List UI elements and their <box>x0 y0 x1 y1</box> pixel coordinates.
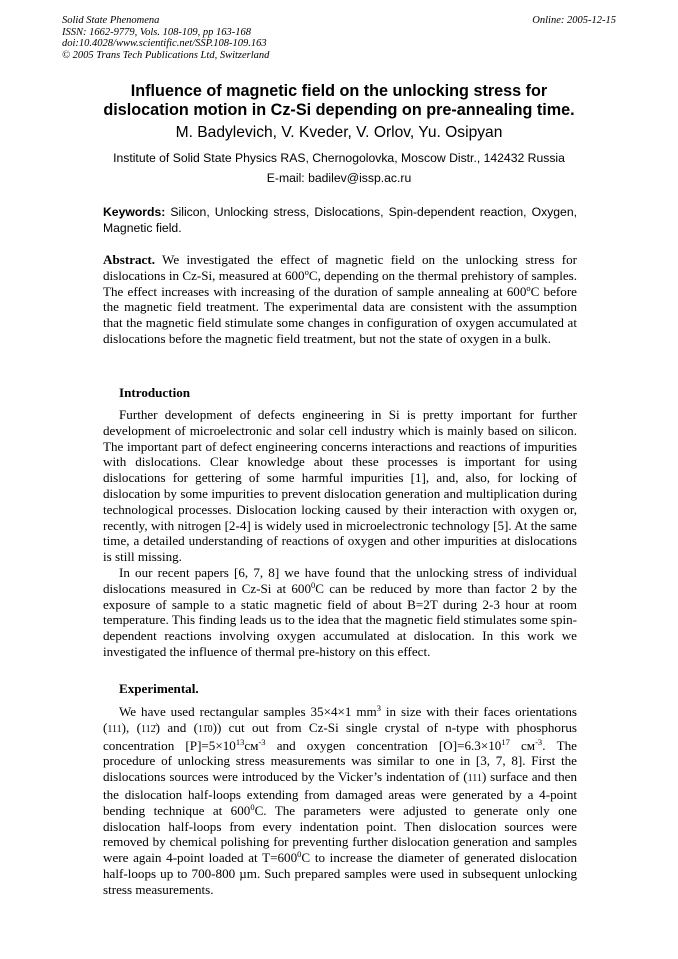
exp-text-g: and oxygen concentration [O]=6.3×10 <box>265 737 502 753</box>
keywords <box>103 205 577 237</box>
exp-text-c: ), ( <box>121 719 141 735</box>
title-line-1: Influence of magnetic field on the unlocking stress for <box>130 82 548 100</box>
miller-index: 111 <box>467 773 482 785</box>
experimental-body <box>103 704 577 898</box>
affiliation: Institute of Solid State Physics RAS, Chernogolovka, Moscow Distr., 142432 Russia <box>113 151 565 165</box>
experimental-heading: Experimental. <box>119 681 199 696</box>
abstract <box>103 252 577 347</box>
abstract-text-2: C, depending on the thermal prehistory of samples. The effect increases with increasing of the duration of sample annealing at 600 <box>103 267 578 299</box>
paper-title <box>60 82 618 120</box>
copyright-line: © 2005 Trans Tech Publications Ltd, Switzerland <box>62 49 270 61</box>
degree-sup: 0 <box>250 801 255 812</box>
authors: M. Badylevich, V. Kveder, V. Orlov, Yu. Osipyan <box>175 124 503 141</box>
experimental-paragraph <box>103 704 577 898</box>
exp-text-l: C to increase the diameter of generated dislocation half-loops up to 700-800 µm. Such prepared samples were used in subsequent unlocking stress measurements. <box>103 850 578 897</box>
exp-sup: 13 <box>235 736 245 747</box>
exp-sup: 3 <box>376 703 381 713</box>
intro-p2-text-b: C can be reduced by more than factor 2 by the exposure of sample to a static magnetic field of about B=2T during 2-3 hour at room temperature. This finding leads us to the idea that the magnetic field stimulates some spin-dependent reactions involving oxygen accumulated at dislocation. In this work we investigated the influence of thermal pre-history on this effect. <box>103 580 577 659</box>
degree-sup: o <box>526 282 531 293</box>
degree-sup: o <box>304 266 309 277</box>
journal-name: Solid State Phenomena <box>62 15 160 26</box>
degree-sup: 0 <box>297 849 302 860</box>
exp-text-f: см <box>244 737 259 753</box>
miller-index: 111 <box>107 723 122 735</box>
miller-index: 11̄0 <box>197 723 213 735</box>
abstract-label: Abstract. <box>103 252 155 267</box>
introduction-heading: Introduction <box>119 385 191 400</box>
exp-text-i: . The procedure of unlocking stress measurements was similar to one in [3, 7, 8]. First the dislocations sources were introduced by the Vicker’s indentation of ( <box>103 737 577 785</box>
degree-sup: 0 <box>311 579 316 590</box>
doi-line: doi:10.4028/www.scientific.net/SSP.108-109.163 <box>62 38 267 50</box>
exp-text-e: )) cut out from Cz-Si single crystal of n-type with phosphorus concentration [P]=5×10 <box>103 719 577 753</box>
online-date: Online: 2005-12-15 <box>532 15 616 26</box>
exp-text-b: in size with their faces orientations ( <box>103 704 577 735</box>
keywords-text: Silicon, Unlocking stress, Dislocations, Spin-dependent reaction, Oxygen, Magnetic field. <box>103 205 577 235</box>
issn-line: ISSN: 1662-9779, Vols. 108-109, pp 163-168 <box>62 26 251 38</box>
exp-text-k: C. The parameters were adjusted to generate only one dislocation half-loops from every indentation point. Then dislocation sources were removed by chemical polishing for preventing further dislocation generation and samples were again 4-point loaded at T=600 <box>103 802 577 866</box>
exp-text-h: см <box>509 737 536 753</box>
exp-sup: -3 <box>258 736 266 747</box>
journal-header <box>62 15 269 61</box>
abstract-text-3: C before the magnetic field treatment. The experimental data are consistent with the assumption that the magnetic field stimulate some changes in configuration of oxygen accumulated at dislocations before the magnetic field treatment, but not the state of oxygen in a bulk. <box>103 283 577 346</box>
exp-text-a: We have used rectangular samples 35×4×1 mm <box>119 704 377 719</box>
email: E-mail: badilev@issp.ac.ru <box>266 171 412 185</box>
exp-sup: -3 <box>535 736 543 747</box>
keywords-label: Keywords: <box>103 205 166 219</box>
title-line-2: dislocation motion in Cz-Si depending on pre-annealing time. <box>103 101 575 119</box>
exp-sup: 17 <box>501 736 510 747</box>
introduction-paragraph-2 <box>103 565 577 660</box>
miller-index: 112̄ <box>140 723 156 735</box>
introduction-paragraph-1: Further development of defects engineering in Si is pretty important for further development of microelectronic and solar cell industry which is mainly based on silicon. The important part of defect engineering concerns interactions and reactions of impurities with dislocations. Clear knowledge about these processes is important for using dislocations for gettering of some harmful impurities [1], and, also, for locking of dislocation by some impurities to prevent dislocation generation and multiplication during technological processes. Dislocation locking caused by their interaction with oxygen or, recently, with nitrogen [2-4] is widely used in microelectronic technology [5]. At the same time, a detailed understanding of reactions of oxygen and other impurities at dislocations is still missing. <box>103 407 577 565</box>
abstract-text-1: We investigated the effect of magnetic field on the unlocking stress for dislocations in Cz-Si, measured at 600 <box>103 252 577 283</box>
exp-text-d: ) and ( <box>155 719 198 735</box>
introduction-body <box>103 407 577 660</box>
intro-p2-text-a: In our recent papers [6, 7, 8] we have found that the unlocking stress of individual dislocations measured in Cz-Si at 600 <box>103 564 577 596</box>
exp-text-j: ) surface and then the dislocation half-loops extending from damaged areas were generated by a 4-point bending technique at 600 <box>103 769 577 818</box>
